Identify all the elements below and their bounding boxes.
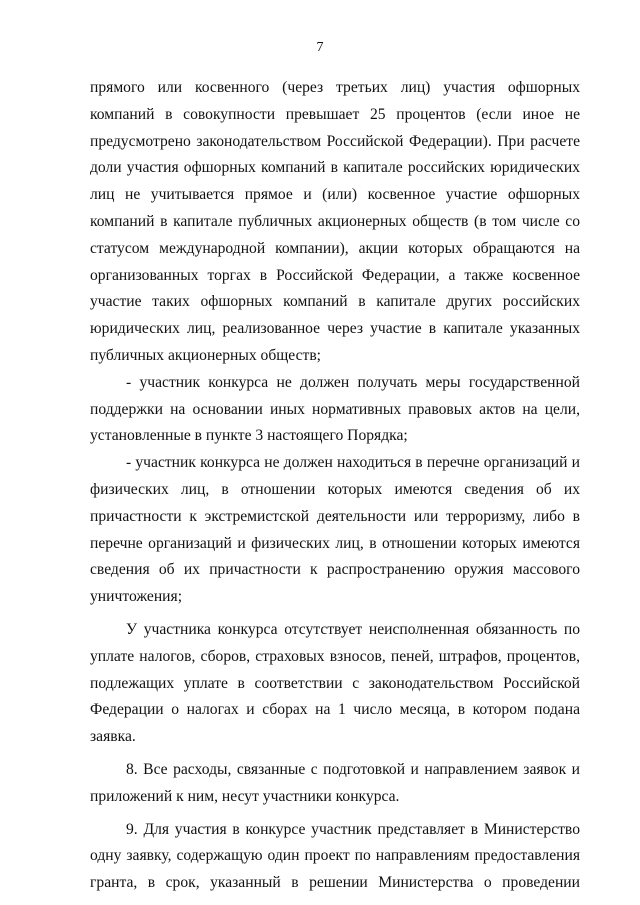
paragraph-tax-obligations: У участника конкурса отсутствует неисполненная обязанность по уплате налогов, сборов, страховых взносов, пеней, штрафов, процентов, подлежащих уплате в соответствии с законодательством Российской Федерации о налогах и сборах на 1 число месяца, в котором подана заявка.: [90, 620, 580, 746]
page-number: 7: [316, 40, 324, 55]
paragraph-offshore-participation: прямого или косвенного (через третьих лиц) участия офшорных компаний в совокупности превышает 25 процентов (если иное не предусмотрено законодательством Российской Федерации). При расчете доли участия офшорных компаний в капитале российских юридических лиц не учитывается прямое и (или) косвенное участие офшорных компаний в капитале публичных акционерных обществ (в том числе со статусом международной компании), акции которых обращаются на организованных торгах в Российской Федерации, а также косвенное участие таких офшорных компаний в капитале других российских юридических лиц, реализованное через участие в капитале указанных публичных акционерных обществ;: [90, 79, 580, 364]
paragraph-item-9-application: 9. Для участия в конкурсе участник представляет в Министерство одну заявку, содержащую один проект по направлениям предоставления гранта, в срок, указанный в решении Министерства о проведении: [90, 820, 580, 892]
document-body: [90, 75, 580, 897]
paragraph-state-support-requirement: - участник конкурса не должен получать меры государственной поддержки на основании иных нормативных правовых актов на цели, установленные в пункте 3 настоящего Порядка;: [90, 373, 580, 445]
paragraph-extremism-list-requirement: - участник конкурса не должен находиться в перечне организаций и физических лиц, в отношении которых имеются сведения об их причастности к экстремистской деятельности или терроризму, либо в перечне организаций и физических лиц, в отношении которых имеются сведения об их причастности к распространению оружия массового уничтожения;: [90, 454, 580, 606]
paragraph-item-8-expenses: 8. Все расходы, связанные с подготовкой и направлением заявок и приложений к ним, несут участники конкурса.: [90, 760, 580, 805]
